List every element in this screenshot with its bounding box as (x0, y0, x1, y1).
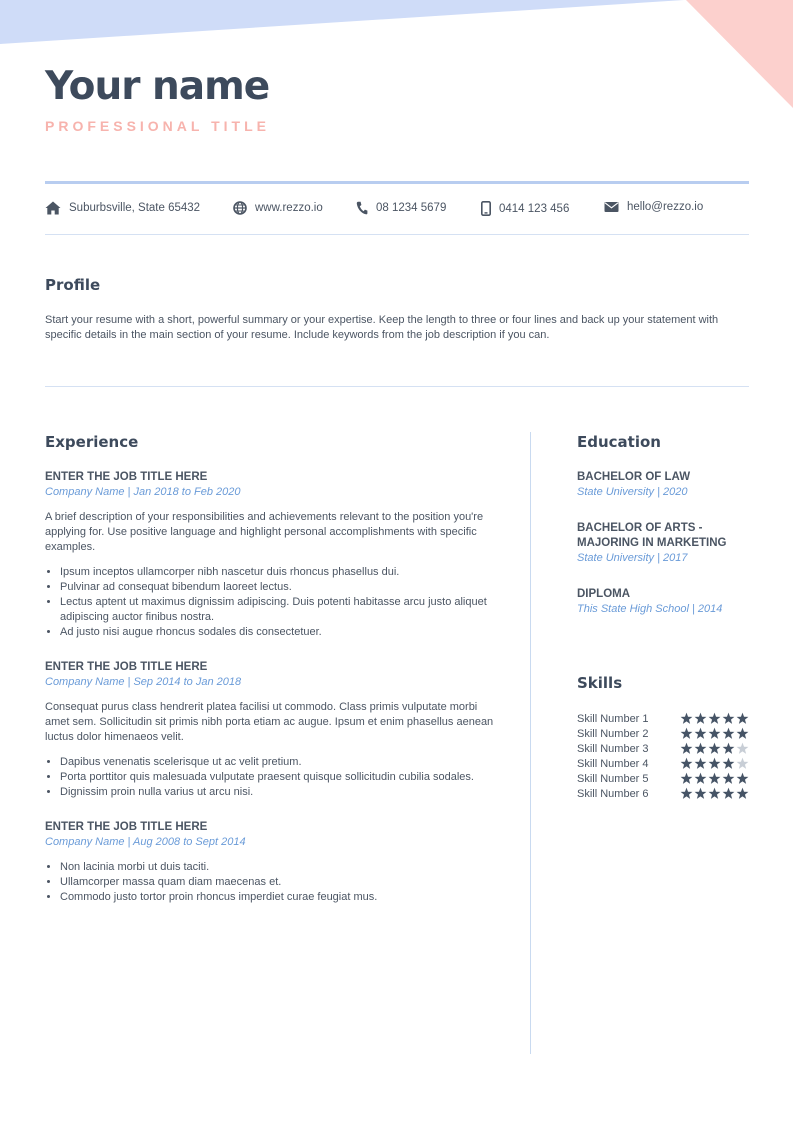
profile-text: Start your resume with a short, powerful summary or your expertise. Keep the length to three or four lines and back up your statement with specific details in the main section of your resume. Include keywords from the job description if you can. (45, 314, 719, 341)
professional-title: PROFESSIONAL TITLE (45, 118, 270, 134)
skill-rating (679, 787, 749, 800)
skills-section (577, 711, 749, 801)
globe-icon (233, 201, 247, 215)
star-filled-icon (680, 787, 693, 800)
home-icon (45, 201, 61, 215)
star-filled-icon (680, 712, 693, 725)
star-filled-icon (694, 787, 707, 800)
contact-mobile[interactable] (481, 201, 569, 216)
blue-corner-shape (0, 0, 684, 44)
job-description: A brief description of your responsibilities and achievements relevant to the position you're applying for. Use positive language and highlight personal accomplishments with specific examples. (45, 511, 484, 553)
star-filled-icon (680, 772, 693, 785)
star-filled-icon (694, 772, 707, 785)
star-filled-icon (722, 772, 735, 785)
job-title: ENTER THE JOB TITLE HERE (45, 471, 208, 483)
skill-name: Skill Number 1 (577, 712, 649, 725)
star-filled-icon (736, 787, 749, 800)
contact-divider (45, 234, 749, 235)
skill-rating (679, 757, 749, 770)
job-bullets (45, 755, 495, 800)
star-filled-icon (736, 727, 749, 740)
skill-rating (679, 772, 749, 785)
job-title: ENTER THE JOB TITLE HERE (45, 821, 208, 833)
star-filled-icon (680, 742, 693, 755)
star-filled-icon (694, 727, 707, 740)
job-bullet: • Commodo justo tortor proin rhoncus imperdiet curae feugiat mus. (60, 890, 495, 905)
degree-title: DIPLOMA (577, 588, 631, 600)
star-filled-icon (708, 727, 721, 740)
skill-row (577, 741, 749, 756)
job-description: Consequat purus class hendrerit platea facilisi ut commodo. Class primis vulputate morbi amet sem. Sollicitudin sit primis nibh porta etiam ac augue. Ipsum et enim phasellus aenean luctus dolor himenaeos velit. (45, 701, 494, 743)
job-bullet: • Non lacinia morbi ut duis taciti. (60, 860, 495, 875)
job-company-dates: Company Name | Aug 2008 to Sept 2014 (45, 836, 246, 848)
envelope-icon (604, 201, 619, 213)
contact-website-text: www.rezzo.io (255, 202, 323, 214)
star-filled-icon (722, 742, 735, 755)
job-bullet: • Pulvinar ad consequat bibendum laoreet lectus. (60, 580, 495, 595)
education-entry (577, 521, 752, 566)
contact-phone[interactable] (356, 201, 446, 215)
contact-phone-text: 08 1234 5679 (376, 202, 447, 214)
job-bullets (45, 565, 495, 640)
contact-email[interactable] (604, 201, 703, 213)
job-bullets (45, 860, 495, 905)
skill-rating (679, 712, 749, 725)
job-company-dates: Company Name | Sep 2014 to Jan 2018 (45, 676, 242, 688)
contact-mobile-text: 0414 123 456 (499, 202, 570, 215)
star-filled-icon (736, 712, 749, 725)
profile-divider (45, 386, 749, 387)
skill-rating (679, 742, 749, 755)
job-company-dates: Company Name | Jan 2018 to Feb 2020 (45, 486, 241, 498)
job-bullet: • Porta porttitor quis malesuada vulputate praesent quisque sollicitudin cubilia sodales. (60, 770, 495, 785)
contact-address (45, 201, 200, 215)
skill-row (577, 726, 749, 741)
star-filled-icon (694, 742, 707, 755)
star-filled-icon (736, 772, 749, 785)
star-filled-icon (722, 787, 735, 800)
job-bullet: • Ipsum inceptos ullamcorper nibh nascetur duis rhoncus phasellus dui. (60, 565, 495, 580)
skill-row (577, 711, 749, 726)
skill-row (577, 771, 749, 786)
star-filled-icon (708, 772, 721, 785)
contact-email-text: hello@rezzo.io (627, 201, 704, 213)
job-entry (45, 820, 495, 905)
job-bullet: • Ullamcorper massa quam diam maecenas et. (60, 875, 495, 890)
star-filled-icon (722, 727, 735, 740)
job-bullet: • Dignissim proin nulla varius ut arcu nisi. (60, 785, 495, 800)
star-filled-icon (694, 757, 707, 770)
job-bullet: • Ad justo nisi augue rhoncus sodales dis consectetuer. (60, 625, 495, 640)
column-divider (530, 432, 531, 1054)
phone-icon (356, 201, 368, 215)
skill-name: Skill Number 5 (577, 772, 649, 785)
degree-title: BACHELOR OF ARTS - MAJORING IN MARKETING (577, 522, 727, 549)
skill-row (577, 756, 749, 771)
star-empty-icon (736, 757, 749, 770)
star-filled-icon (680, 727, 693, 740)
header-divider (45, 181, 749, 184)
contact-website[interactable] (233, 201, 323, 215)
star-filled-icon (708, 712, 721, 725)
star-filled-icon (708, 742, 721, 755)
school-year: State University | 2017 (577, 552, 688, 564)
education-entry (577, 587, 752, 617)
contact-address-text: Suburbsville, State 65432 (69, 202, 201, 214)
education-entry (577, 470, 752, 500)
job-entry (45, 470, 495, 640)
star-empty-icon (736, 742, 749, 755)
skill-row (577, 786, 749, 801)
candidate-name: Your name (45, 64, 270, 109)
star-filled-icon (694, 712, 707, 725)
star-filled-icon (722, 757, 735, 770)
education-heading: Education (577, 433, 661, 451)
job-entry (45, 660, 495, 800)
school-year: State University | 2020 (577, 486, 688, 498)
experience-heading: Experience (45, 433, 139, 451)
star-filled-icon (708, 757, 721, 770)
pink-corner-shape (686, 0, 793, 108)
skill-rating (679, 727, 749, 740)
skill-name: Skill Number 6 (577, 787, 649, 800)
skill-name: Skill Number 3 (577, 742, 649, 755)
job-bullet: • Dapibus venenatis scelerisque ut ac velit pretium. (60, 755, 495, 770)
star-filled-icon (722, 712, 735, 725)
star-filled-icon (680, 757, 693, 770)
education-section (577, 470, 752, 638)
profile-heading: Profile (45, 276, 101, 294)
degree-title: BACHELOR OF LAW (577, 471, 691, 483)
skills-heading: Skills (577, 674, 623, 692)
job-title: ENTER THE JOB TITLE HERE (45, 661, 208, 673)
contact-bar (45, 201, 749, 217)
star-filled-icon (708, 787, 721, 800)
skill-name: Skill Number 4 (577, 757, 649, 770)
mobile-icon (481, 201, 491, 216)
skill-name: Skill Number 2 (577, 727, 649, 740)
school-year: This State High School | 2014 (577, 603, 723, 615)
job-bullet: • Lectus aptent ut maximus dignissim adipiscing. Duis potenti habitasse arcu justo aliquet adipiscing auctor finibus nostra. (60, 595, 495, 625)
experience-section (45, 470, 495, 925)
